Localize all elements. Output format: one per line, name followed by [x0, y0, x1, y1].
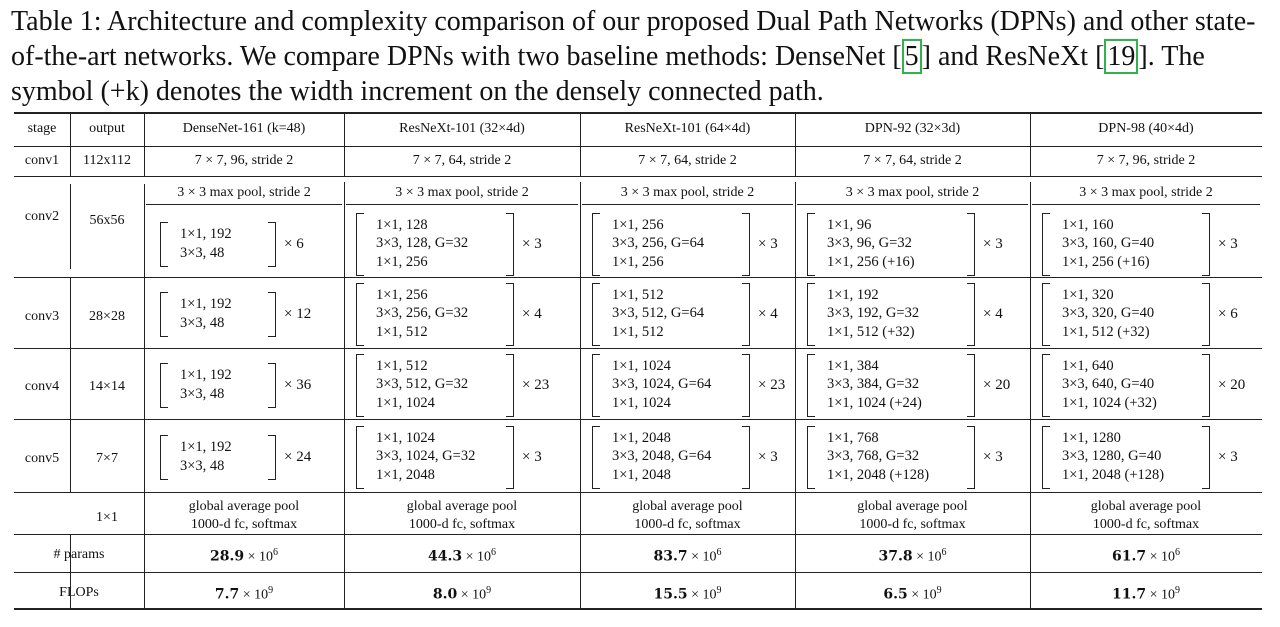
flops-value: $11.7 \times 10^9$	[1111, 585, 1180, 603]
block-bracket-right	[742, 354, 750, 418]
table-rule	[14, 492, 1262, 493]
block-line: 1×1, 192	[180, 439, 232, 455]
pool-separator	[146, 204, 342, 205]
block-line: 1×1, 512	[376, 323, 428, 340]
maxpool-cell: 3 × 3 max pool, stride 2	[395, 185, 529, 200]
block-line: 1×1, 384	[827, 357, 879, 374]
block-multiplier: × 3	[1218, 448, 1238, 465]
block-line: 1×1, 1024	[612, 394, 671, 411]
table-rule	[14, 277, 1262, 278]
params-value: $44.3 \times 10^6$	[427, 547, 496, 565]
output-size: 28×28	[89, 309, 125, 324]
block-line: 3×3, 48	[180, 314, 225, 331]
block-bracket-right	[967, 354, 975, 418]
block-line: 3×3, 1024, G=64	[612, 376, 712, 393]
stage-label: conv3	[24, 309, 60, 324]
params-value: $83.7 \times 10^6$	[653, 547, 722, 565]
block-bracket-right	[967, 213, 975, 277]
output-size: 14×14	[89, 379, 125, 394]
block-line: 1×1, 128	[376, 216, 428, 233]
block-line: 3×3, 384, G=32	[827, 376, 920, 393]
block-bracket-left	[807, 213, 815, 277]
table-rule	[14, 348, 1262, 349]
block-line: 1×1, 256	[612, 253, 664, 270]
flops-value: $6.5 \times 10^9$	[883, 585, 942, 603]
block-bracket-left	[356, 213, 364, 277]
block-bracket-left	[356, 283, 364, 347]
conv1-cell: 7 × 7, 64, stride 2	[638, 153, 737, 168]
stage-label: conv1	[24, 153, 60, 168]
block-bracket-left	[592, 426, 600, 490]
block-multiplier: × 4	[983, 305, 1003, 322]
block-multiplier: × 3	[758, 235, 778, 252]
block-line: 3×3, 768, G=32	[827, 448, 920, 465]
column-separator	[344, 277, 345, 348]
block-line: 1×1, 1024 (+24)	[827, 394, 922, 411]
params-value: $28.9 \times 10^6$	[209, 547, 278, 565]
block-line: 3×3, 256, G=64	[612, 235, 705, 252]
block-multiplier: × 4	[758, 305, 778, 322]
block-bracket-right	[742, 283, 750, 347]
block-line: 1×1, 512	[612, 286, 664, 303]
column-separator	[580, 419, 581, 492]
column-separator	[795, 419, 796, 492]
block-line: 3×3, 256, G=32	[376, 305, 469, 322]
fc-softmax-text: 1000-d fc, softmax	[190, 517, 298, 532]
caption-text: ]. The symbol (+k) denotes the width increment on the densely connected path.	[11, 41, 1205, 107]
block-multiplier: × 20	[983, 376, 1011, 393]
block-line: 1×1, 1280	[1062, 429, 1121, 446]
block-line: 1×1, 256 (+16)	[827, 253, 915, 270]
block-bracket-right	[742, 426, 750, 490]
header-4: ResNeXt-101 (64×4d)	[624, 121, 751, 136]
block-multiplier: × 3	[522, 235, 542, 252]
table-rule	[14, 534, 1262, 535]
block-line: 1×1, 512 (+32)	[1062, 323, 1150, 340]
block-bracket-left	[160, 435, 168, 480]
block-bracket-left	[807, 354, 815, 418]
block-multiplier: × 24	[284, 448, 312, 465]
block-line: 1×1, 1024	[612, 357, 671, 374]
block-bracket-left	[356, 426, 364, 490]
block-bracket-right	[1202, 426, 1210, 490]
block-line: 1×1, 320	[1062, 286, 1114, 303]
block-bracket-right	[1202, 283, 1210, 347]
maxpool-cell: 3 × 3 max pool, stride 2	[620, 185, 755, 200]
block-line: 3×3, 192, G=32	[827, 305, 920, 322]
fc-softmax-text: 1000-d fc, softmax	[859, 517, 966, 532]
block-line: 1×1, 1024	[376, 394, 435, 411]
caption-text: ] and ResNeXt [	[921, 41, 1105, 72]
citation-link-5[interactable]: 5	[902, 39, 922, 74]
column-separator	[1030, 419, 1031, 492]
block-line: 1×1, 512	[376, 357, 428, 374]
global-pool-text: global average pool	[632, 499, 743, 514]
block-line: 1×1, 512 (+32)	[827, 323, 915, 340]
block-bracket-left	[807, 283, 815, 347]
block-line: 1×1, 256	[612, 216, 664, 233]
fc-softmax-text: 1000-d fc, softmax	[1092, 517, 1200, 532]
block-bracket-left	[1042, 426, 1050, 490]
output-size: 1×1	[96, 510, 118, 525]
fc-softmax-text: 1000-d fc, softmax	[634, 517, 741, 532]
header-0: stage	[27, 121, 57, 136]
block-line: 1×1, 640	[1062, 357, 1114, 374]
column-separator	[344, 348, 345, 419]
block-line: 3×3, 512, G=32	[376, 376, 469, 393]
block-multiplier: × 3	[983, 448, 1003, 465]
global-pool-text: global average pool	[188, 499, 300, 514]
block-bracket-right	[268, 292, 276, 337]
block-bracket-left	[592, 354, 600, 418]
block-bracket-left	[592, 213, 600, 277]
block-bracket-right	[967, 426, 975, 490]
column-separator	[344, 419, 345, 492]
maxpool-cell: 3 × 3 max pool, stride 2	[177, 185, 311, 200]
pool-separator	[582, 204, 793, 205]
architecture-table	[14, 112, 1262, 610]
block-line: 3×3, 640, G=40	[1062, 376, 1155, 393]
block-bracket-left	[160, 222, 168, 267]
block-multiplier: × 36	[284, 376, 312, 393]
block-line: 1×1, 256 (+16)	[1062, 253, 1150, 270]
table-rule	[14, 176, 1262, 177]
block-bracket-left	[160, 363, 168, 408]
block-line: 1×1, 192	[180, 226, 232, 242]
header-2: DenseNet-161 (k=48)	[182, 121, 306, 136]
block-line: 1×1, 192	[180, 367, 232, 383]
block-multiplier: × 6	[1218, 305, 1238, 322]
block-bracket-left	[1042, 283, 1050, 347]
pool-separator	[346, 204, 578, 205]
block-line: 1×1, 768	[827, 429, 879, 446]
block-line: 3×3, 2048, G=64	[612, 448, 712, 465]
block-bracket-left	[356, 354, 364, 418]
table-caption	[11, 4, 1273, 109]
output-size: 56x56	[89, 213, 125, 228]
block-multiplier: × 3	[758, 448, 778, 465]
header-6: DPN-98 (40×4d)	[1098, 121, 1194, 136]
block-bracket-right	[506, 213, 514, 277]
citation-link-19[interactable]: 19	[1104, 39, 1138, 74]
conv1-cell: 7 × 7, 96, stride 2	[194, 153, 294, 168]
caption-text: Table 1: Architecture and complexity comparison of our proposed Dual Path Networks (DPNs) and other state-of-the-art networks. We compare DPNs with two baseline methods: DenseNet [	[11, 6, 1256, 72]
table-rule	[14, 146, 1262, 147]
conv1-cell: 7 × 7, 64, stride 2	[863, 153, 962, 168]
table-rule	[14, 572, 1262, 573]
block-bracket-right	[268, 222, 276, 267]
block-line: 3×3, 48	[180, 457, 225, 474]
header-3: ResNeXt-101 (32×4d)	[399, 121, 525, 136]
column-separator	[580, 277, 581, 348]
block-line: 1×1, 2048	[612, 429, 671, 446]
block-line: 3×3, 96, G=32	[827, 235, 912, 252]
conv1-cell: 7 × 7, 64, stride 2	[412, 153, 512, 168]
block-bracket-left	[592, 283, 600, 347]
block-multiplier: × 3	[983, 235, 1003, 252]
block-bracket-right	[742, 213, 750, 277]
table-rule	[14, 112, 1262, 114]
block-line: 3×3, 48	[180, 244, 225, 261]
block-bracket-right	[268, 363, 276, 408]
block-line: 1×1, 256	[376, 286, 428, 303]
header-1: output	[89, 121, 125, 136]
flops-label: FLOPs	[59, 585, 99, 600]
block-line: 1×1, 256	[376, 253, 428, 270]
block-bracket-left	[807, 426, 815, 490]
column-separator	[1030, 348, 1031, 419]
global-pool-text: global average pool	[1090, 499, 1202, 514]
block-line: 3×3, 48	[180, 385, 225, 402]
block-line: 3×3, 160, G=40	[1062, 235, 1155, 252]
table-rule	[14, 419, 1262, 420]
block-multiplier: × 23	[758, 376, 786, 393]
conv1-cell: 7 × 7, 96, stride 2	[1096, 153, 1196, 168]
column-separator	[795, 348, 796, 419]
block-line: 3×3, 128, G=32	[376, 235, 469, 252]
block-bracket-right	[506, 426, 514, 490]
params-value: $37.8 \times 10^6$	[878, 547, 947, 565]
block-line: 3×3, 1280, G=40	[1062, 448, 1162, 465]
output-size: 112x112	[83, 153, 131, 168]
block-multiplier: × 12	[284, 305, 312, 322]
block-line: 3×3, 1024, G=32	[376, 448, 476, 465]
output-size: 7×7	[96, 451, 118, 466]
block-multiplier: × 3	[1218, 235, 1238, 252]
block-line: 1×1, 2048	[376, 466, 435, 483]
flops-value: $15.5 \times 10^9$	[653, 585, 722, 603]
block-line: 1×1, 1024	[376, 429, 435, 446]
params-value: $61.7 \times 10^6$	[1111, 547, 1180, 565]
block-bracket-left	[1042, 354, 1050, 418]
block-line: 3×3, 320, G=40	[1062, 305, 1155, 322]
block-line: 1×1, 1024 (+32)	[1062, 394, 1157, 411]
block-bracket-right	[268, 435, 276, 480]
global-pool-text: global average pool	[857, 499, 968, 514]
table-rule	[14, 608, 1262, 610]
block-line: 1×1, 2048 (+128)	[1062, 466, 1165, 483]
stage-label: conv2	[24, 209, 60, 224]
block-line: 1×1, 160	[1062, 216, 1114, 233]
block-line: 1×1, 2048	[612, 466, 671, 483]
block-multiplier: × 6	[284, 235, 304, 252]
pool-separator	[1032, 204, 1260, 205]
block-multiplier: × 23	[522, 376, 550, 393]
block-multiplier: × 20	[1218, 376, 1246, 393]
maxpool-cell: 3 × 3 max pool, stride 2	[1079, 185, 1213, 200]
stage-label: conv5	[24, 451, 60, 466]
global-pool-text: global average pool	[406, 499, 518, 514]
pool-separator	[797, 204, 1028, 205]
block-line: 1×1, 192	[180, 296, 232, 312]
stage-label: conv4	[24, 379, 60, 394]
header-5: DPN-92 (32×3d)	[864, 121, 961, 136]
block-line: 1×1, 512	[612, 323, 664, 340]
fc-softmax-text: 1000-d fc, softmax	[408, 517, 516, 532]
maxpool-cell: 3 × 3 max pool, stride 2	[845, 185, 980, 200]
block-multiplier: × 4	[522, 305, 542, 322]
flops-value: $7.7 \times 10^9$	[214, 585, 274, 603]
flops-value: $8.0 \times 10^9$	[432, 585, 492, 603]
block-multiplier: × 3	[522, 448, 542, 465]
block-bracket-right	[967, 283, 975, 347]
column-separator	[580, 348, 581, 419]
column-separator	[1030, 277, 1031, 348]
column-separator	[795, 277, 796, 348]
block-bracket-right	[1202, 213, 1210, 277]
block-bracket-right	[506, 283, 514, 347]
params-label: # params	[53, 547, 105, 562]
block-line: 1×1, 192	[827, 286, 879, 303]
block-bracket-right	[506, 354, 514, 418]
block-bracket-left	[160, 292, 168, 337]
block-line: 1×1, 96	[827, 216, 872, 233]
block-bracket-left	[1042, 213, 1050, 277]
block-line: 1×1, 2048 (+128)	[827, 466, 930, 483]
block-bracket-right	[1202, 354, 1210, 418]
block-line: 3×3, 512, G=64	[612, 305, 705, 322]
